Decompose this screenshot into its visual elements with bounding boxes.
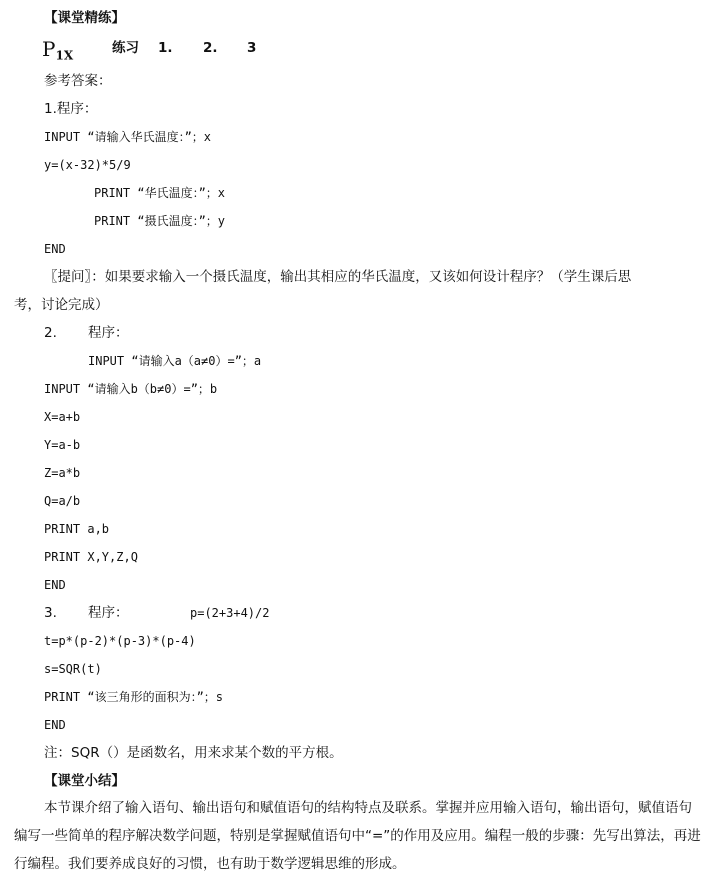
q1-line-5: END bbox=[44, 242, 66, 256]
q1-line-1: INPUT “请输入华氏温度：”；x bbox=[44, 130, 212, 144]
page-ref-sub: 1X bbox=[55, 48, 74, 63]
q1-line-2: y=(x-32)*5/9 bbox=[44, 158, 131, 172]
q1-line-4: PRINT “摄氏温度：”；y bbox=[94, 214, 226, 228]
q3-line-1: t=p*(p-2)*(p-3)*(p-4) bbox=[44, 634, 196, 648]
exercise-label: 练习 bbox=[112, 40, 139, 56]
heading-practice: 【课堂精练】 bbox=[44, 10, 125, 26]
question-line-1: 〖提问〗：如果要求输入一个摄氏温度，输出其相应的华氏温度，又该如何设计程序？（学生课后思 bbox=[44, 269, 632, 285]
q2-num: 2. bbox=[44, 325, 57, 341]
answer-label: 参考答案： bbox=[44, 73, 112, 89]
q1-title: 1.程序： bbox=[44, 101, 98, 117]
q2-line-8: PRINT X,Y,Z,Q bbox=[44, 550, 138, 564]
q2-line-3: X=a+b bbox=[44, 410, 81, 424]
page-ref bbox=[42, 36, 73, 69]
q2-line-9: END bbox=[44, 578, 66, 592]
q2-line-1: INPUT “请输入a（a≠0）=”；a bbox=[88, 354, 262, 368]
q3-num: 3. bbox=[44, 605, 57, 621]
q1-line-3: PRINT “华氏温度：”；x bbox=[94, 186, 226, 200]
exercise-num-1: 1. bbox=[158, 40, 173, 56]
q3-line-2: s=SQR(t) bbox=[44, 662, 102, 676]
q2-line-4: Y=a-b bbox=[44, 438, 81, 452]
q3-title: 程序： bbox=[88, 605, 129, 621]
q2-title: 程序： bbox=[88, 325, 129, 341]
summary-paragraph bbox=[14, 794, 702, 878]
summary-text: 本节课介绍了输入语句、输出语句和赋值语句的结构特点及联系。掌握并应用输入语句，输出语句，赋值语句编写一些简单的程序解决数学问题，特别是掌握赋值语句中“=”的作用及应用。编程一般的步骤：先写出算法，再进行编程。我们要养成良好的习惯，也有助于数学逻辑思维的形成。 bbox=[14, 800, 701, 872]
exercise-num-3: 3 bbox=[247, 40, 257, 56]
q2-line-7: PRINT a,b bbox=[44, 522, 110, 536]
q2-line-6: Q=a/b bbox=[44, 494, 81, 508]
q3-line-3: PRINT “该三角形的面积为：”；s bbox=[44, 690, 224, 704]
heading-summary: 【课堂小结】 bbox=[44, 773, 125, 789]
q2-line-5: Z=a*b bbox=[44, 466, 81, 480]
note: 注：SQR（）是函数名，用来求某个数的平方根。 bbox=[44, 745, 343, 761]
q3-line-4: END bbox=[44, 718, 66, 732]
exercise-num-2: 2. bbox=[203, 40, 218, 56]
q2-line-2: INPUT “请输入b（b≠0）=”；b bbox=[44, 382, 218, 396]
q3-expr: p=(2+3+4)/2 bbox=[190, 606, 270, 620]
page-ref-main: P bbox=[42, 37, 56, 61]
question-line-2: 考，讨论完成） bbox=[14, 297, 109, 313]
